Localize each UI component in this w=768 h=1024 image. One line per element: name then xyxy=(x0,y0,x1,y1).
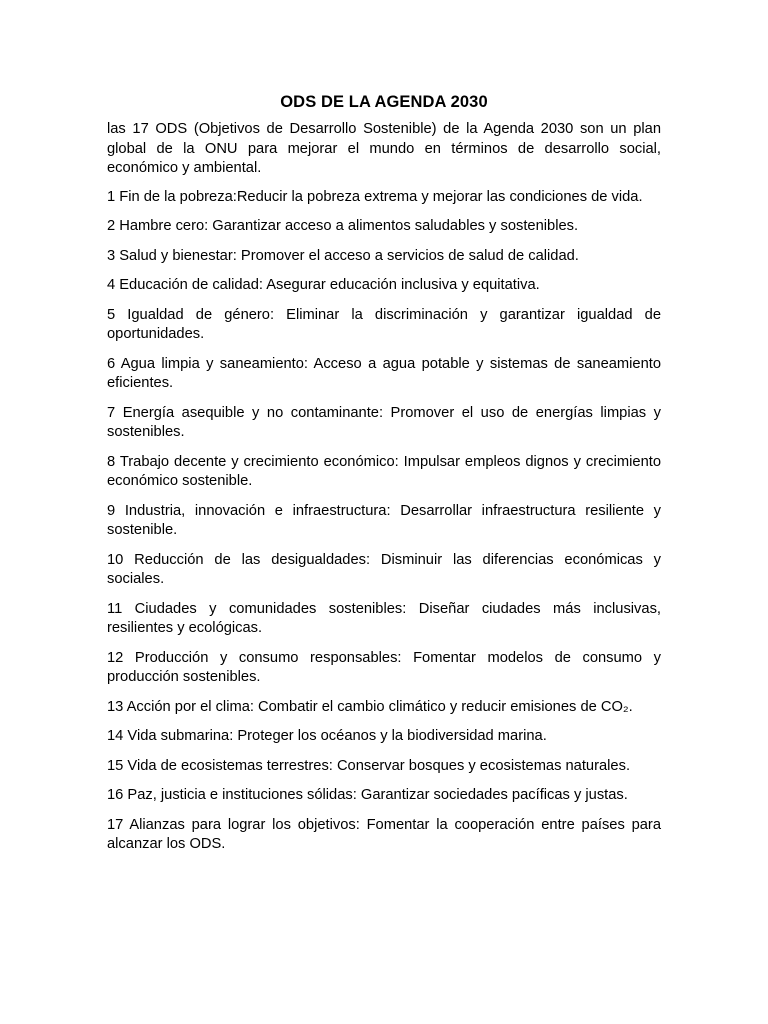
goal-item-4: 4 Educación de calidad: Asegurar educación inclusiva y equitativa. xyxy=(107,277,540,293)
goal-item-5: 5 Igualdad de género: Eliminar la discriminación y garantizar igualdad de oportunidades. xyxy=(107,306,661,342)
goal-item-10: 10 Reducción de las desigualdades: Disminuir las diferencias económicas y sociales. xyxy=(107,551,661,587)
goal-item-14: 14 Vida submarina: Proteger los océanos y la biodiversidad marina. xyxy=(107,728,547,744)
goals-list xyxy=(107,188,661,855)
intro-paragraph: las 17 ODS (Objetivos de Desarrollo Sostenible) de la Agenda 2030 son un plan global de la ONU para mejorar el mundo en términos de desarrollo social, económico y ambiental. xyxy=(107,121,661,176)
goal-item-3: 3 Salud y bienestar: Promover el acceso a servicios de salud de calidad. xyxy=(107,247,579,264)
goal-item-17: 17 Alianzas para lograr los objetivos: Fomentar la cooperación entre países para alcanzar los ODS. xyxy=(107,816,661,852)
goal-item-16: 16 Paz, justicia e instituciones sólidas: Garantizar sociedades pacíficas y justas. xyxy=(107,787,628,803)
goal-item-7: 7 Energía asequible y no contaminante: Promover el uso de energías limpias y sostenibles. xyxy=(107,404,661,440)
goal-item-11: 11 Ciudades y comunidades sostenibles: Diseñar ciudades más inclusivas, resilientes y ecológicas. xyxy=(107,600,661,636)
goal-item-12: 12 Producción y consumo responsables: Fomentar modelos de consumo y producción sostenibles. xyxy=(107,649,661,685)
goal-item-15: 15 Vida de ecosistemas terrestres: Conservar bosques y ecosistemas naturales. xyxy=(107,757,631,774)
document-body xyxy=(107,92,661,865)
goal-item-1: 1 Fin de la pobreza:Reducir la pobreza extrema y mejorar las condiciones de vida. xyxy=(107,188,643,205)
document-title: ODS DE LA AGENDA 2030 xyxy=(280,93,488,111)
goal-item-9: 9 Industria, innovación e infraestructura: Desarrollar infraestructura resiliente y sostenible. xyxy=(107,502,661,538)
goal-item-2: 2 Hambre cero: Garantizar acceso a alimentos saludables y sostenibles. xyxy=(107,218,579,234)
goal-item-13: 13 Acción por el clima: Combatir el cambio climático y reducir emisiones de CO₂. xyxy=(107,698,633,715)
goal-item-6: 6 Agua limpia y saneamiento: Acceso a agua potable y sistemas de saneamiento eficientes. xyxy=(107,355,661,391)
goal-item-8: 8 Trabajo decente y crecimiento económico: Impulsar empleos dignos y crecimiento económico sostenible. xyxy=(107,453,661,489)
